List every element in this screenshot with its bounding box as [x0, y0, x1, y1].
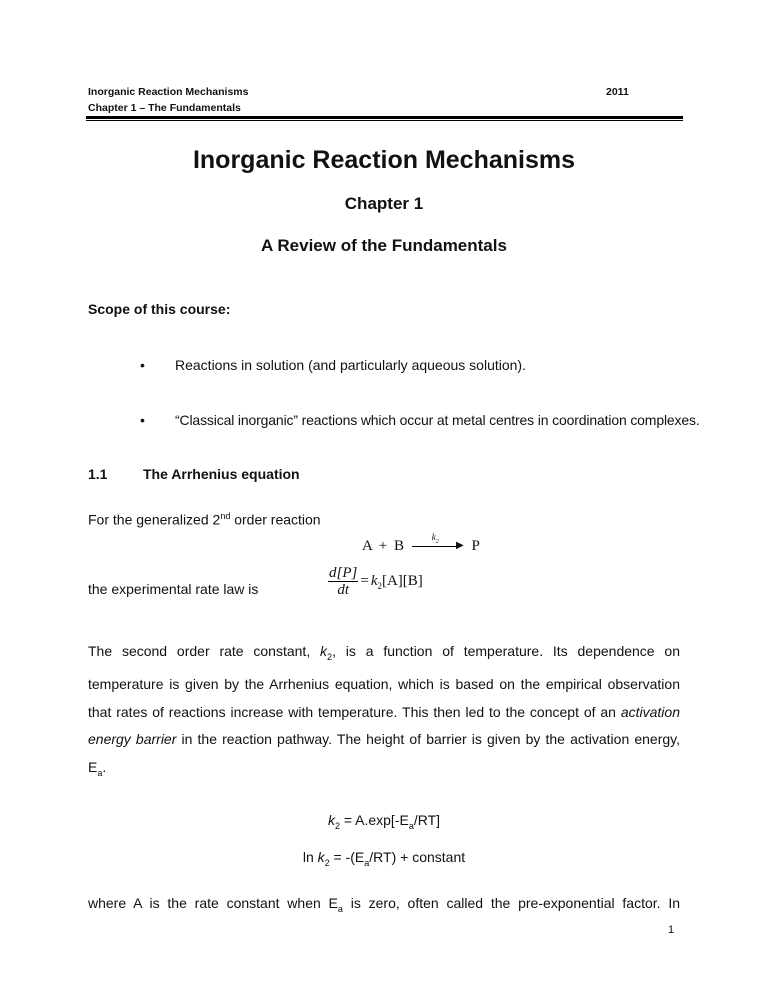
- arrhenius-equation: $k_2 = A.\exp[-E_a/RT]$: [327, 812, 441, 831]
- intro-pre: For the generalized 2: [88, 511, 221, 528]
- reaction-arrow-icon: $k_2$ ▶: [412, 546, 464, 547]
- rate-constant-label: $k_2$: [431, 532, 439, 545]
- para-line: $E_a$.: [88, 758, 107, 778]
- running-header-title: [88, 84, 248, 116]
- intro-text: [88, 511, 321, 528]
- chapter-subtitle: A Review of the Fundamentals: [261, 236, 507, 255]
- arrhenius-log-equation: $\ln k_2 = -(E_a/RT)$ + constant: [302, 849, 466, 868]
- arrhenius-paragraph: [88, 638, 680, 787]
- scope-heading: Scope of this course:: [88, 301, 231, 317]
- page-number: 1: [668, 924, 675, 936]
- bullet-icon: •: [140, 357, 145, 373]
- chapter-heading: Chapter 1: [344, 194, 424, 213]
- para-line: The second order rate constant, $k_2$, is a function of temperature. Its dependence on: [88, 643, 680, 662]
- intro-sup: nd: [220, 511, 231, 521]
- section-number: 1.1: [88, 466, 108, 482]
- scope-bullet-1: Reactions in solution (and particularly aqueous solution).: [175, 357, 526, 373]
- intro-post: order reaction: [230, 511, 321, 528]
- page-title: Inorganic Reaction Mechanisms: [192, 146, 576, 174]
- scope-bullet-2: “Classical inorganic” reactions which occur at metal centres in coordination complexes.: [175, 412, 700, 428]
- header-line-2: Chapter 1 – The Fundamentals: [88, 102, 241, 114]
- pre-exponential-text: where A is the rate constant when $E_a$ is zero, often called the pre-exponential factor. In: [88, 895, 680, 914]
- rate-law-intro: the experimental rate law is: [88, 581, 259, 597]
- rate-fraction: $\frac{d[P]}{dt}$: [329, 565, 358, 598]
- header-rule: [86, 116, 683, 121]
- reaction-reactants: A + B: [362, 538, 404, 554]
- header-year: 2011: [606, 86, 629, 98]
- header-line-1: Inorganic Reaction Mechanisms: [88, 86, 249, 98]
- para-line: that rates of reactions increase with temperature. This then led to the concept of an activation: [88, 703, 680, 720]
- section-title: The Arrhenius equation: [143, 466, 300, 482]
- para-line: temperature is given by the Arrhenius equation, which is based on the empirical observation: [88, 676, 680, 693]
- rate-law-equation: $\frac{d[P]}{dt}$ = $k_2[A][B]$: [329, 565, 423, 598]
- reaction-equation: [362, 532, 480, 555]
- reaction-product: P: [471, 538, 480, 554]
- para-line: energy barrier in the reaction pathway. The height of barrier is given by the activation energy,: [88, 731, 681, 748]
- bullet-icon: •: [140, 412, 145, 428]
